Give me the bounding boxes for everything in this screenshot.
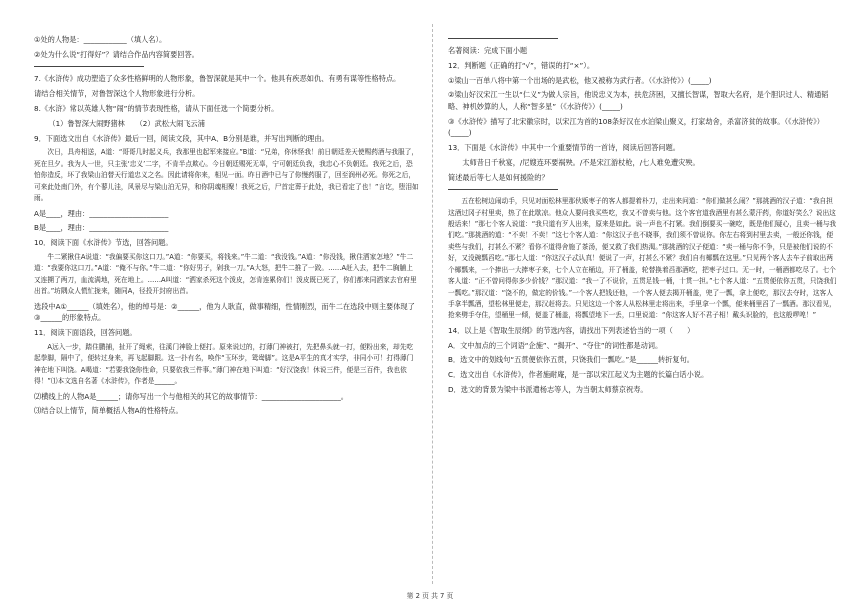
q12-item2: ②梁山好汉宋江一生以“仁义”为做人宗旨，他说忠义为本，扶危济困，又擅长智谋，智取大名府，是个胆识过人、精通韬略、神机妙算的人，人称“智多星”（《水浒传》）(_____) — [448, 90, 829, 111]
answer-line — [448, 189, 558, 190]
q11-sub3: ⑶结合以上情节，简单概括人物A的性格特点。 — [34, 406, 183, 416]
answer-line — [448, 38, 558, 39]
q7: 7.《水浒传》成功塑造了众多性格鲜明的人物形象，鲁智深就是其中一个。他具有疾恶如仇、有勇有谋等性格特点。 — [34, 74, 401, 84]
q13-poem: 太师昔日千秋宴，/尼嫂连环要祸殃。/不是宋江游杖枪，/七人难免遭灾殃。 — [462, 157, 700, 167]
right-column — [448, 34, 838, 399]
answer-line — [34, 66, 144, 67]
q10-question: 选段中A①______（填姓名），他的绰号是：②______，他为人耿直，做事精细，性情刚烈，而牛二在选段中则主要体现了③______的形象特点。 — [34, 301, 415, 323]
q9-answer-b: B是____，理由：______________________ — [34, 223, 169, 233]
binding-seam — [432, 24, 433, 584]
q12-item1: ①梁山一百单八将中第一个出场的是武松，他又被称为武行者。（《水浒传》）(_____) — [448, 75, 712, 85]
q6-sub1: ①处的人物是：____________（填人名）。 — [34, 35, 167, 44]
q11-passage: A远入一步，踏住鹏捕，扯开了绳索，往溪门神脸上便打。原来说过的，打薄门神被打，先把鼻头就一打，便粉出来，却先吃起拳脚，隔中了，便转过身来，再飞起脚跟。这一扑有名，唤作“玉环步，鸳鸯脚”。这是A平生的真才实学，非同小可！打得薄门神在地下叫饶。A喝道：“若要我饶你性命，只要依我三件事。”薄门神在地下叫道：“好汉饶我！休说三件，便是三百件，我也依得！”⑴本文选自名著《水浒传》，作者是______。 — [34, 342, 414, 386]
q6-sub2: ②处为什么说“打得好”？请结合作品内容简要回答。 — [34, 49, 199, 59]
q10: 10．阅读下面《水浒传》节选，回答问题。 — [34, 238, 173, 248]
q11: 11．阅读下面语段，回答问题。 — [34, 328, 137, 338]
q7-instruction: 请结合相关情节，对鲁智深这个人物形象进行分析。 — [34, 89, 200, 99]
reading-passage: 五在松树边闹动手，只见对面松林里那伙贩枣子的客人都提着朴刀，走出来问道：“你们做甚么闹？”那挑酒的汉子道：“我自担这酒过冈子村里卖，热了在此歇凉。他众人要问我买些吃，我又不曾卖与他。这个客官道我酒里有甚么蒙汗药，你道好笑么？说出这般话来！”那七个客人说道：“我只道有歹人出来，原来是如此。说一声也不打紧。我们倒要买一碗吃，既是他们疑心，且卖一桶与我们吃。”那挑酒的道：“不卖！不卖！”这七个客人道：“你这汉子也不晓事，我们须不曾说你。你左右将到村里去卖，一般还你钱，便卖些与我们，打甚么不紧？看你不道得舍施了茶汤，便又救了我们热渴。”那挑酒的汉子便道：“卖一桶与你不争，只是被他们说的不好，又没碗瓢舀吃。”那七人道：“你这汉子忒认真！便说了一声，打甚么不紧？我们自有椰瓢在这里。”只见两个客人去车子前取出两个椰瓢来，一个捧出一大捧枣子来，七个人立在桶边，开了桶盖，轮替换着舀那酒吃，把枣子过口。无一时，一桶酒都吃尽了。七个客人道：“正不曾问得你多少价钱？”那汉道：“我一了不说价，五贯足钱一桶，十贯一担。”七个客人道：“五贯便依你五贯，只饶我们一瓢吃。”那汉道：“饶不的，做定的价钱。”一个客人把钱还他，一个客人便去揭开桶盖，兜了一瓢，拿上便吃，那汉去夺时，这客人手拿半瓢酒，望松林里便走，那汉赶将去。只见这边一个客人从松林里走将出来，手里拿一个瓢，便来桶里舀了一瓢酒。那汉看见，抢来劈手夺住，望桶里一倾，便盖了桶盖，将瓢望地下一丢，口里说道：“你这客人好不君子相！戴头识脸的，也这般啰唣！” — [448, 197, 837, 320]
left-column — [34, 34, 419, 420]
q9-passage: 次日，具舟相送，A道：“哥哥几时起义兵，我那里也起军来接应。”B道：“兄弟，你休怪我！前日朝廷差天使赐药酒与我服了，死在旦夕。我为人一世，只主张‘忠义’二字，不肯半点欺心。今日朝廷赐死无辜，宁可朝廷负我，我忠心不负朝廷。我死之后，恐怕你造反，坏了我梁山泊替天行道忠义之名。因此请将你来，相见一面。昨日酒中已与了你慢药服了，回至润州必死。你死之后，可来此处南门外，有个蓼儿洼，风景尽与梁山泊无异，和你阴魂相聚！我死之后，尸首定葬于此处，我已看定了也！”言讫，堕泪如雨。 — [34, 148, 419, 202]
q14-option-d: D．选文的背景为梁中书派遣杨志等人，为当朝太师蔡京祝寿。 — [448, 385, 648, 395]
q13: 13．下面是《水浒传》中其中一个重要情节的一首诗，阅读后回答问题。 — [448, 143, 680, 153]
q10-passage: 牛二紧揪住A说道：“我偏要买你这口刀。”A道：“你要买，将钱来。”牛二道：“我没钱。”A道：“你没钱，揪住洒家怎地？”牛二道：“我要你这口刀。”A道：“俺不与你。”牛二道：“你好男子，剁我一刀。”A大怒，把牛二推了一跤。……A赶入去，把牛二胸脯上又连搠了两刀，血流满地，死在地上。……A叫道：“洒家杀死这个泼皮，怎肯连累你们！泼皮既已死了，你们都来同洒家去官府里出首。”坊隅众人慌忙拢来，随同A，径投开封府出首。 — [34, 252, 417, 296]
q11-sub2: ⑵横线上的人物A是______；请你写出一个与他相关的其它的故事情节：______________________。 — [34, 391, 348, 401]
q14: 14．以上是《智取生辰纲》的节选内容，请找出下列表述恰当的一项（ ） — [448, 325, 695, 335]
q13-question: 简述最后等七人是如何援险的？ — [448, 172, 549, 182]
q9: 9．下面选文出自《水浒传》最后一回，阅读文段，其中A、B分别是谁，并写出判断的理由。 — [34, 133, 329, 143]
q8: 8.《水浒》常以英雄人物“闹”的情节表现性格，请从下面任选一个简要分析。 — [34, 103, 279, 113]
q12-item3: ③《水浒传》描写了北宋徽宗时，以宋江为首的108条好汉在水泊梁山聚义，打家劫舍，杀富济贫的故事。（《水浒传》）(_____) — [448, 116, 824, 138]
q14-option-a: A．文中加点的三个词语“企施”、“揭开”、“夺住”的词性都是动词。 — [448, 340, 663, 350]
q12: 12．判断题（正确的打“√”，错误的打“×”）。 — [448, 60, 595, 70]
reading-heading: 名著阅读：完成下面小题 — [448, 46, 528, 55]
q14-option-c: C．选文出自《水浒传》，作者施耐庵，是一部以宋江起义为主题的长篇白话小说。 — [448, 370, 709, 380]
q14-option-b: B．选文中的划线句“五贯便依你五贯，只饶我们一瓢吃。”是______转折复句。 — [448, 355, 694, 365]
q9-answer-a: A是____，理由：______________________ — [34, 208, 169, 218]
page-number: 第 2 页 共 7 页 — [406, 592, 454, 600]
q8-options: （1）鲁智深大闹野猪林 （2）武松大闹飞云浦 — [48, 118, 205, 128]
